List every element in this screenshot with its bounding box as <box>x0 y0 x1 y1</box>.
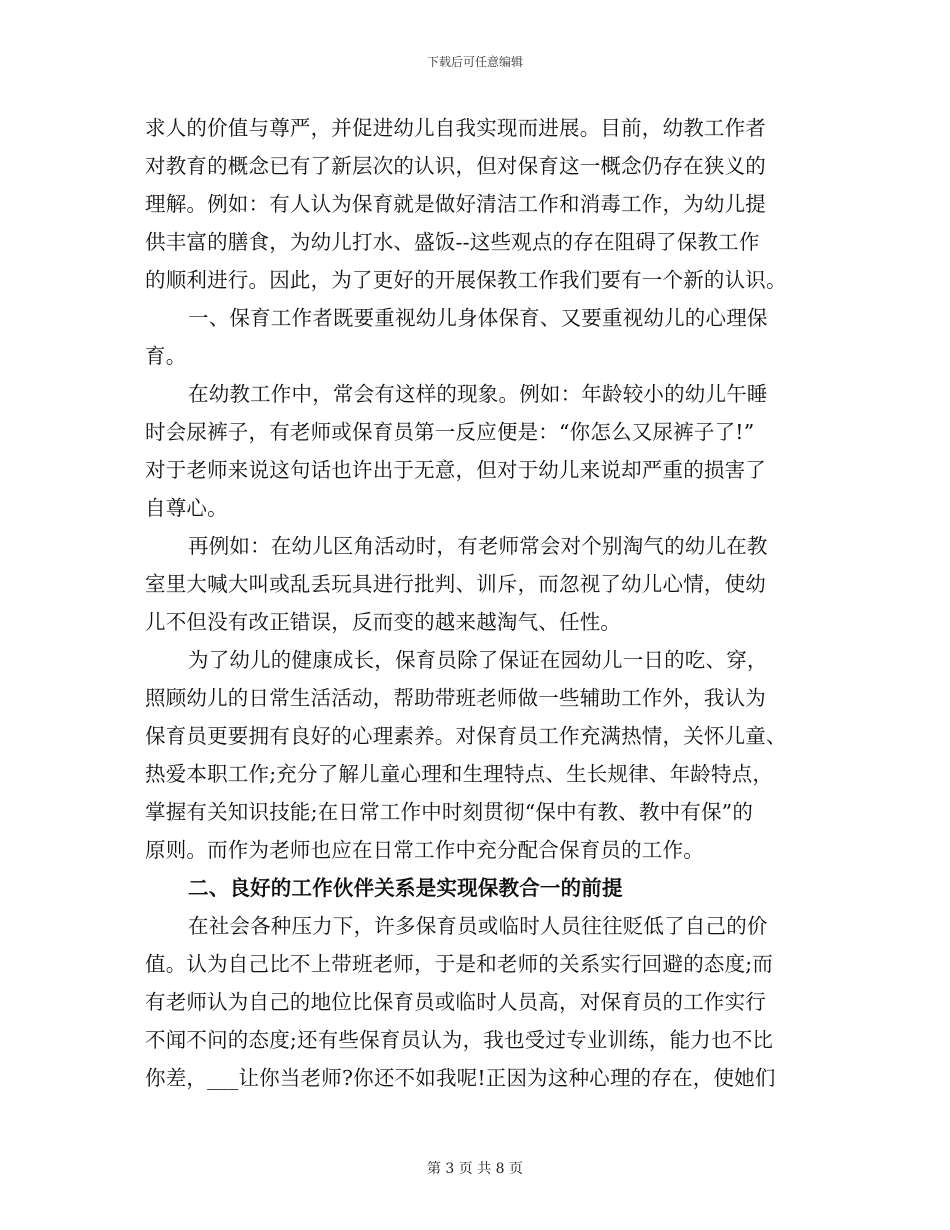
text-line: 求人的价值与尊严，并促进幼儿自我实现而进展。目前，幼教工作者 <box>145 116 766 140</box>
document-body <box>145 109 805 1097</box>
text-line: 掌握有关知识技能;在日常工作中时刻贯彻“保中有教、教中有保”的 <box>145 800 754 824</box>
text-line: 有老师认为自己的地位比保育员或临时人员高，对保育员的工作实行 <box>145 990 766 1014</box>
text-line: 理解。例如：有人认为保育就是做好清洁工作和消毒工作，为幼儿提 <box>145 192 766 216</box>
text-line: 不闻不问的态度;还有些保育员认为，我也受过专业训练，能力也不比 <box>145 1028 774 1052</box>
paragraph-start: 在社会各种压力下，许多保育员或临时人员往往贬低了自己的价 <box>188 914 768 938</box>
page-footer: 第 3 页 共 8 页 <box>426 1161 524 1177</box>
text-line: 时会尿裤子，有老师或保育员第一反应便是：“你怎么又尿裤子了!” <box>145 420 755 444</box>
text-line: 原则。而作为老师也应在日常工作中充分配合保育员的工作。 <box>145 838 704 862</box>
text-line: 儿不但没有改正错误，反而变的越来越淘气、任性。 <box>145 610 622 634</box>
text-line: 的顺利进行。因此，为了更好的开展保教工作我们要有一个新的认识。 <box>145 268 787 292</box>
text-line: 你差，___让你当老师?你还不如我呢!正因为这种心理的存在，使她们 <box>145 1066 776 1090</box>
text-line: 对教育的概念已有了新层次的认识，但对保育这一概念仍存在狭义的 <box>145 154 766 178</box>
text-line: 照顾幼儿的日常生活活动，帮助带班老师做一些辅助工作外，我认为 <box>145 686 766 710</box>
paragraph-start: 在幼教工作中，常会有这样的现象。例如：年龄较小的幼儿午睡 <box>188 382 768 406</box>
paragraph-start: 再例如：在幼儿区角活动时，有老师常会对个别淘气的幼儿在教 <box>188 534 768 558</box>
section-heading-2: 二、良好的工作伙伴关系是实现保教合一的前提 <box>188 876 623 900</box>
text-line: 供丰富的膳食，为幼儿打水、盛饭--这些观点的存在阻碍了保教工作 <box>145 230 760 254</box>
text-line: 热爱本职工作;充分了解儿童心理和生理特点、生长规律、年龄特点， <box>145 762 774 786</box>
text-line: 自尊心。 <box>145 496 228 520</box>
text-line: 室里大喊大叫或乱丢玩具进行批判、训斥，而忽视了幼儿心情，使幼 <box>145 572 766 596</box>
text-line: 对于老师来说这句话也许出于无意，但对于幼儿来说却严重的损害了 <box>145 458 766 482</box>
text-line: 育。 <box>145 344 187 368</box>
text-line: 保育员更要拥有良好的心理素养。对保育员工作充满热情，关怀儿童、 <box>145 724 787 748</box>
section-heading-1: 一、保育工作者既要重视幼儿身体保育、又要重视幼儿的心理保 <box>188 306 768 330</box>
paragraph-start: 为了幼儿的健康成长，保育员除了保证在园幼儿一日的吃、穿， <box>188 648 768 672</box>
page-header: 下载后可任意编辑 <box>426 55 523 69</box>
text-line: 值。认为自己比不上带班老师，于是和老师的关系实行回避的态度;而 <box>145 952 774 976</box>
